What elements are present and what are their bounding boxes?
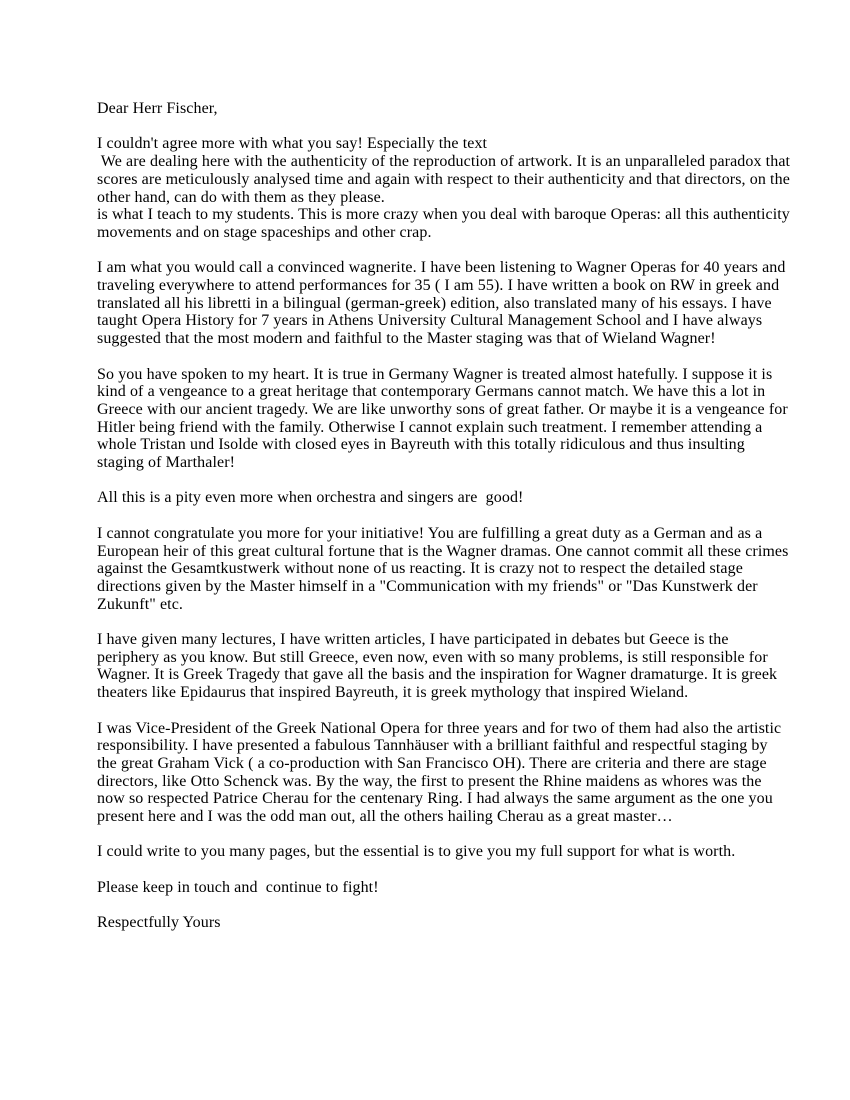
paragraph bbox=[97, 719, 782, 826]
paragraph bbox=[97, 914, 770, 932]
paragraph bbox=[97, 879, 770, 897]
text-line: European heir of this great cultural fortune that is the Wagner dramas. One cannot commit all these crimes bbox=[97, 542, 789, 560]
text-line: I have given many lectures, I have written articles, I have participated in debates but Geece is the bbox=[97, 631, 729, 648]
paragraph bbox=[97, 843, 770, 861]
text-line: responsibility. I have presented a fabulous Tannhäuser with a brilliant faithful and respectful staging by bbox=[97, 737, 768, 755]
text-line: traveling everywhere to attend performances for 35 ( I am 55). I have written a book on RW in greek and bbox=[97, 277, 780, 294]
text-line: So you have spoken to my heart. It is true in Germany Wagner is treated almost hatefully. I suppose it is bbox=[97, 365, 773, 383]
text-line: translated all his libretti in a bilingual (german-greek) edition, also translated many of his essays. I have bbox=[97, 294, 772, 312]
text-line: other hand, can do with them as they please. bbox=[97, 188, 385, 206]
text-line: Hitler being friend with the family. Otherwise I cannot explain such treatment. I remember attending a bbox=[97, 418, 763, 436]
text-line: Greece with our ancient tragedy. We are like unworthy sons of great father. Or maybe it is a vengeance for bbox=[97, 400, 788, 418]
paragraph bbox=[97, 135, 791, 241]
text-line: periphery as you know. But still Greece, even now, even with so many problems, is still responsible for bbox=[97, 648, 768, 666]
paragraph bbox=[97, 524, 789, 614]
text-line: is what I teach to my students. This is more crazy when you deal with baroque Operas: all this authenticity bbox=[97, 206, 790, 224]
text-line: We are dealing here with the authenticity of the reproduction of artwork. It is an unparalleled paradox that bbox=[97, 153, 791, 171]
text-line: whole Tristan und Isolde with closed eyes in Bayreuth with this totally ridiculous and thus insulting bbox=[97, 436, 745, 454]
text-line: scores are meticulously analysed time and again with respect to their authenticity and that directors, on the bbox=[97, 170, 790, 188]
text-line: I was Vice-President of the Greek National Opera for three years and for two of them had also the artistic bbox=[97, 719, 782, 737]
text-line: now so respected Patrice Cherau for the centenary Ring. I had always the same argument as the one you bbox=[97, 790, 773, 808]
text-line: I cannot congratulate you more for your initiative! You are fulfilling a great duty as a German and as a bbox=[97, 524, 763, 542]
paragraph bbox=[97, 365, 788, 472]
text-line: directors, like Otto Schenck was. By the way, the first to present the Rhine maidens as whores was the bbox=[97, 772, 762, 790]
text-line: Wagner. It is Greek Tragedy that gave all the basis and the inspiration for Wagner dramaturge. It is greek bbox=[97, 666, 778, 684]
text-line: taught Opera History for 7 years in Athens University Cultural Management School and I have always bbox=[97, 312, 763, 330]
text-line: All this is a pity even more when orchestra and singers are good! bbox=[97, 489, 524, 507]
paragraph bbox=[97, 100, 770, 118]
text-line: I could write to you many pages, but the essential is to give you my full support for what is worth. bbox=[97, 843, 736, 861]
text-line: movements and on stage spaceships and other crap. bbox=[97, 223, 432, 241]
text-line: against the Gesamtkustwerk without none of us reacting. It is crazy not to respect the detailed stage bbox=[97, 560, 743, 578]
letter-body bbox=[97, 100, 791, 932]
text-line: Respectfully Yours bbox=[97, 914, 221, 932]
paragraph bbox=[97, 489, 770, 507]
paragraph bbox=[97, 259, 786, 348]
text-line: Zukunft" etc. bbox=[97, 595, 184, 613]
text-line: staging of Marthaler! bbox=[97, 454, 236, 472]
text-line: theaters like Epidaurus that inspired Bayreuth, it is greek mythology that inspired Wieland. bbox=[97, 684, 689, 702]
paragraph bbox=[97, 631, 778, 702]
text-line: I couldn't agree more with what you say! Especially the text bbox=[97, 135, 488, 153]
text-line: directions given by the Master himself in a "Communication with my friends" or "Das Kunstwerk der bbox=[97, 577, 758, 595]
text-line: Please keep in touch and continue to fight! bbox=[97, 878, 379, 896]
text-line: the great Graham Vick ( a co-production with San Francisco OH). There are criteria and there are stage bbox=[97, 754, 767, 772]
text-line: present here and I was the odd man out, all the others hailing Cherau as a great master… bbox=[97, 808, 673, 826]
text-line: suggested that the most modern and faithful to the Master staging was that of Wieland Wagner! bbox=[97, 330, 716, 348]
text-line: kind of a vengeance to a great heritage that contemporary Germans cannot match. We have this a lot in bbox=[97, 383, 766, 401]
text-line: I am what you would call a convinced wagnerite. I have been listening to Wagner Operas for 40 years and bbox=[97, 259, 786, 277]
text-line: Dear Herr Fischer, bbox=[97, 100, 218, 117]
